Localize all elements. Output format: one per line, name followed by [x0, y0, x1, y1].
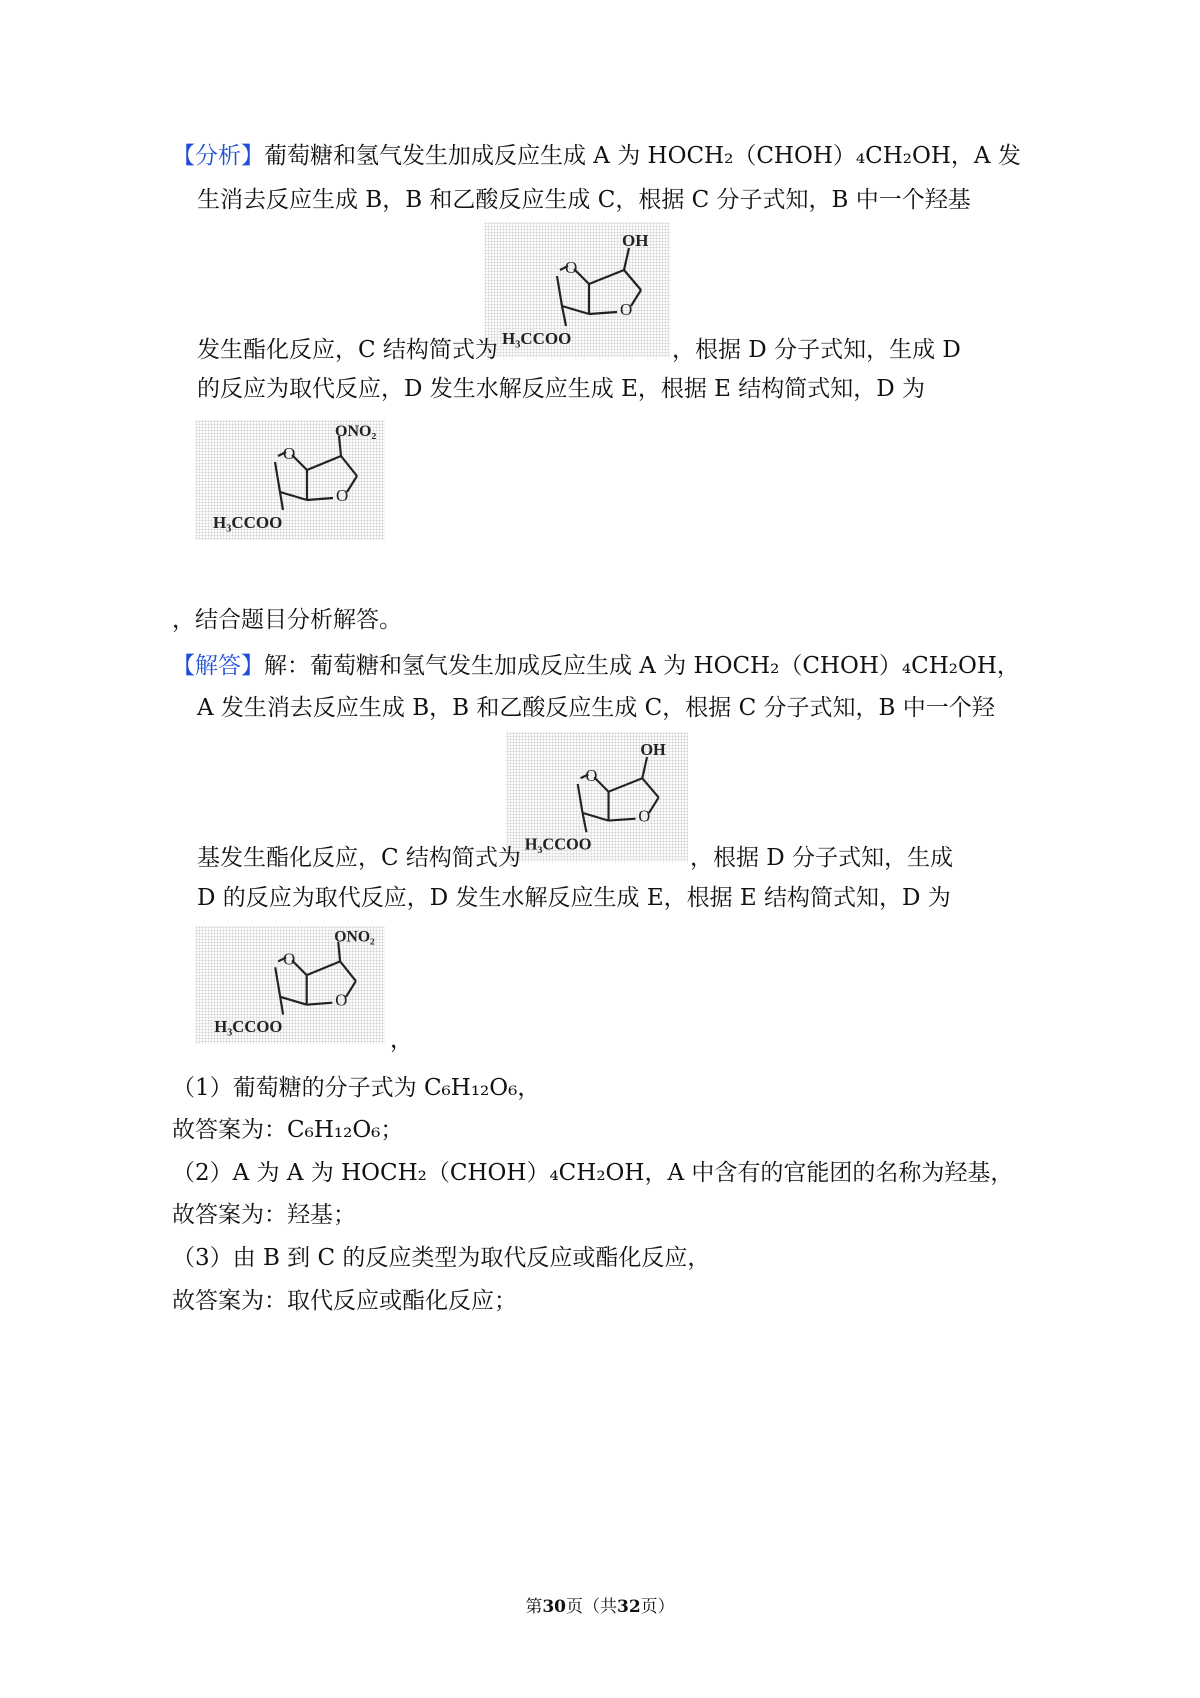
analysis-line-5: ，结合题目分析解答。 — [172, 607, 402, 633]
structure-d-answer — [195, 926, 385, 1044]
c-ring-o-left: O — [565, 258, 578, 277]
structure-c-drawing — [484, 222, 670, 357]
d2-ester-label: H₃CCOO — [214, 1017, 283, 1037]
d2-ring-o-left: O — [283, 949, 296, 969]
footer-middle: 页（共 — [566, 1597, 617, 1617]
analysis-tag: 【分析】 — [172, 143, 264, 169]
structure-c-answer — [506, 732, 688, 862]
question-1-answer: 故答案为：C₆H₁₂O₆； — [172, 1117, 404, 1143]
d-nitrate-label: ONO₂ — [335, 423, 377, 440]
structure-d-analysis — [195, 420, 385, 540]
analysis-line-1 — [172, 140, 1021, 172]
c2-oh-label: OH — [640, 740, 666, 760]
footer-suffix: 页） — [640, 1597, 675, 1617]
structure-c-analysis — [484, 222, 670, 357]
answer-line-2: A 发生消去反应生成 B，B 和乙酸反应生成 C，根据 C 分子式知，B 中一个羟 — [197, 695, 995, 721]
d-ester-label: H₃CCOO — [213, 513, 283, 532]
analysis-line-4: 的反应为取代反应，D 发生水解反应生成 E，根据 E 结构简式知，D 为 — [197, 376, 926, 402]
answer-line-4: D 的反应为取代反应，D 发生水解反应生成 E，根据 E 结构简式知，D 为 — [197, 885, 951, 911]
d-ring-o-right: O — [336, 486, 349, 505]
footer-total-pages: 32 — [617, 1597, 641, 1617]
answer-line-3b: ，根据 D 分子式知，生成 — [690, 845, 954, 871]
c2-ring-o-right: O — [638, 806, 651, 826]
c2-ester-label: H₃CCOO — [524, 834, 592, 854]
answer-line-4b: ， — [390, 1027, 413, 1053]
answer-line-3a: 基发生酯化反应，C 结构简式为 — [197, 845, 521, 871]
footer-prefix: 第 — [525, 1597, 543, 1617]
analysis-line-2: 生消去反应生成 B，B 和乙酸反应生成 C，根据 C 分子式知，B 中一个羟基 — [197, 187, 971, 213]
footer-page-number: 30 — [542, 1597, 566, 1617]
d-ring-o-left: O — [283, 444, 296, 463]
c2-ring-o-left: O — [585, 766, 598, 786]
d2-ring-o-right: O — [335, 990, 348, 1010]
analysis-line-3b: ，根据 D 分子式知，生成 D — [672, 337, 961, 363]
d2-nitrate-label: ONO₂ — [334, 928, 375, 946]
analysis-text-1: 葡萄糖和氢气发生加成反应生成 A 为 HOCH₂（CHOH）₄CH₂OH，A 发 — [264, 143, 1021, 169]
analysis-line-3a: 发生酯化反应，C 结构简式为 — [197, 337, 498, 363]
structure-d-drawing — [195, 420, 385, 540]
c-ester-label: H₃CCOO — [502, 329, 572, 348]
question-2-answer: 故答案为：羟基； — [172, 1202, 356, 1228]
answer-text-1: 解：葡萄糖和氢气发生加成反应生成 A 为 HOCH₂（CHOH）₄CH₂OH， — [264, 653, 1020, 679]
question-1: （1）葡萄糖的分子式为 C₆H₁₂O₆， — [172, 1075, 541, 1101]
page-footer — [0, 1596, 1200, 1618]
question-2: （2）A 为 A 为 HOCH₂（CHOH）₄CH₂OH，A 中含有的官能团的名称为羟基， — [172, 1160, 1014, 1186]
structure-d-drawing-2 — [195, 926, 385, 1044]
c-oh-label: OH — [622, 231, 649, 250]
answer-tag: 【解答】 — [172, 653, 264, 679]
question-3: （3）由 B 到 C 的反应类型为取代反应或酯化反应， — [172, 1245, 711, 1271]
structure-c-drawing-2 — [506, 732, 688, 862]
question-3-answer: 故答案为：取代反应或酯化反应； — [172, 1288, 517, 1314]
answer-line-1 — [172, 650, 1020, 682]
c-ring-o-right: O — [620, 300, 633, 319]
